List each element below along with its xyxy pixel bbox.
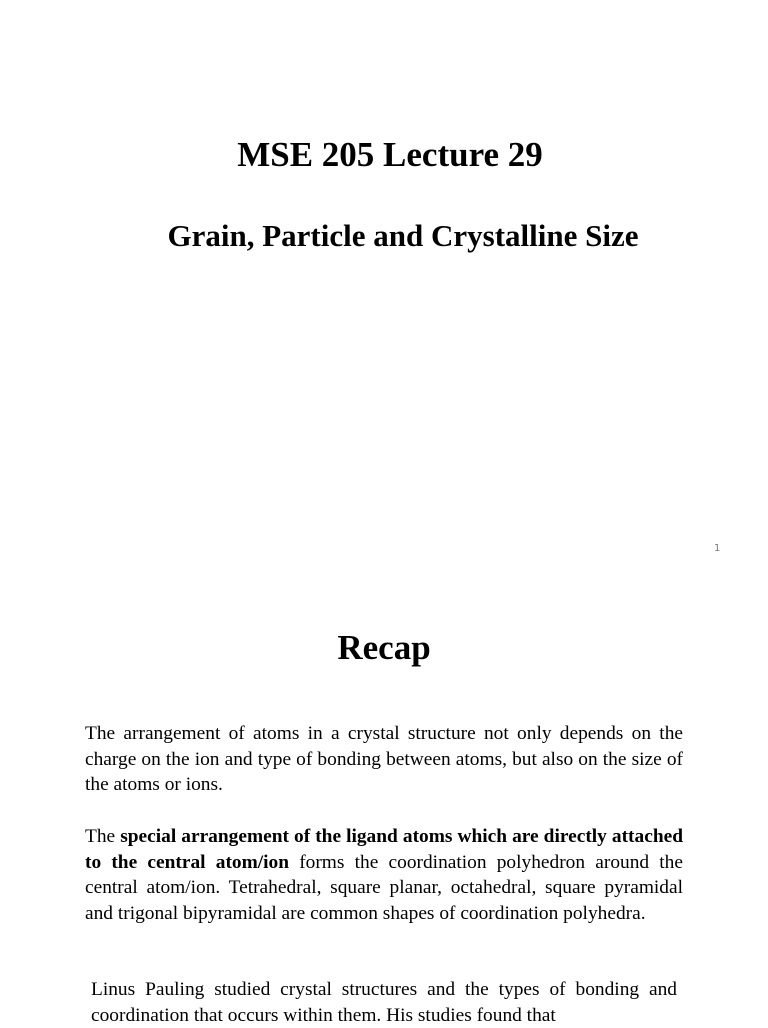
slide-title: MSE 205 Lecture 29 <box>237 135 543 174</box>
page-number: 1 <box>714 543 721 554</box>
paragraph-bold-definition: special arrangement of the ligand atoms which are directly attached to the central atom/ion <box>85 826 683 873</box>
paragraph-continuation: forms the coordination polyhedron around the central atom/ion. Tetrahedral, square planar, octahedral, square pyramidal and trigonal bipyramidal are common shapes of coordination polyhedra. <box>85 851 683 924</box>
paragraph-coordination-polyhedron <box>85 824 683 926</box>
paragraph-atom-arrangement: The arrangement of atoms in a crystal structure not only depends on the charge on the ion and type of bonding between atoms, but also on the size of the atoms or ions. <box>85 723 683 795</box>
paragraph-linus-pauling: Linus Pauling studied crystal structures and the types of bonding and coordination that occurs within them. His studies found that <box>91 979 677 1026</box>
recap-heading: Recap <box>337 628 431 667</box>
slide-subtitle: Grain, Particle and Crystalline Size <box>167 218 639 253</box>
paragraph-prefix: The <box>85 826 121 847</box>
